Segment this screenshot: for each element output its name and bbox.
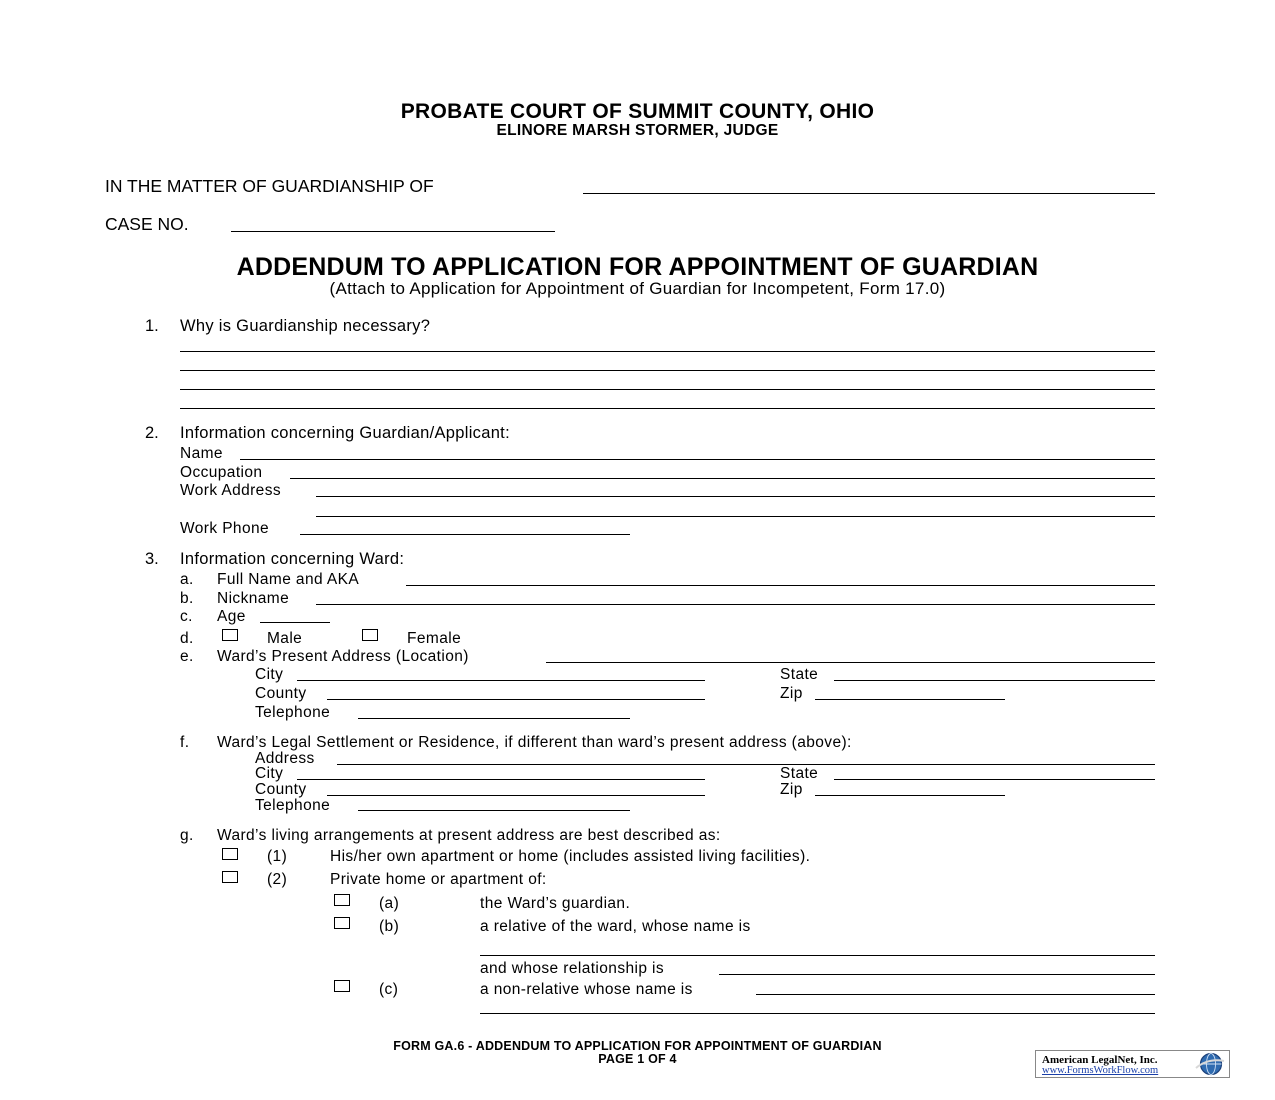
- sub-c-text: a non-relative whose name is: [480, 981, 693, 998]
- settlement-zip-label: Zip: [780, 781, 803, 798]
- q3-text: Information concerning Ward:: [180, 550, 405, 568]
- q1-answer-line[interactable]: [180, 389, 1155, 390]
- guardianship-of-label: IN THE MATTER OF GUARDIANSHIP OF: [105, 176, 434, 196]
- q3d-letter: d.: [180, 630, 194, 647]
- male-checkbox[interactable]: [222, 629, 238, 641]
- publisher-stamp: [1035, 1050, 1230, 1078]
- settlement-state-label: State: [780, 765, 819, 782]
- ward-nickname-field[interactable]: [316, 604, 1155, 605]
- q1-answer-line[interactable]: [180, 370, 1155, 371]
- footer-page: PAGE 1 OF 4: [598, 1052, 677, 1066]
- q3b-letter: b.: [180, 590, 194, 607]
- non-relative-name-field-2[interactable]: [480, 1013, 1155, 1014]
- sub-b-text: a relative of the ward, whose name is: [480, 918, 751, 935]
- ward-telephone-field[interactable]: [358, 718, 630, 719]
- ward-present-address-field[interactable]: [546, 662, 1155, 663]
- sub-a-text: the Ward’s guardian.: [480, 895, 631, 912]
- private-home-checkbox[interactable]: [222, 871, 238, 883]
- q3a-letter: a.: [180, 571, 194, 588]
- footer-form-id: FORM GA.6 - ADDENDUM TO APPLICATION FOR APPOINTMENT OF GUARDIAN: [393, 1039, 882, 1053]
- q3e-letter: e.: [180, 648, 194, 665]
- form-subtitle: (Attach to Application for Appointment of Guardian for Incompetent, Form 17.0): [329, 279, 946, 298]
- option-2-number: (2): [267, 871, 288, 888]
- ward-age-label: Age: [217, 608, 246, 625]
- settlement-telephone-field[interactable]: [358, 810, 630, 811]
- ward-county-label: County: [255, 685, 307, 702]
- settlement-county-label: County: [255, 781, 307, 798]
- ward-state-label: State: [780, 666, 819, 683]
- ward-city-label: City: [255, 666, 284, 683]
- option-2-text: Private home or apartment of:: [330, 871, 547, 888]
- guardian-occupation-label: Occupation: [180, 464, 263, 481]
- ward-present-address-label: Ward’s Present Address (Location): [217, 648, 469, 665]
- ward-city-field[interactable]: [297, 680, 705, 681]
- female-checkbox[interactable]: [362, 629, 378, 641]
- publisher-name: American LegalNet, Inc.: [1042, 1054, 1158, 1066]
- q2-text: Information concerning Guardian/Applicant:: [180, 424, 510, 442]
- female-label: Female: [407, 630, 462, 647]
- q2-number: 2.: [145, 424, 159, 442]
- publisher-url[interactable]: www.FormsWorkFlow.com: [1042, 1065, 1159, 1076]
- option-1-text: His/her own apartment or home (includes assisted living facilities).: [330, 848, 811, 865]
- q3-number: 3.: [145, 550, 159, 568]
- guardian-work-address-field-2[interactable]: [316, 516, 1155, 517]
- settlement-county-field[interactable]: [327, 795, 705, 796]
- sub-a-number: (a): [379, 895, 400, 912]
- ward-county-field[interactable]: [327, 699, 705, 700]
- settlement-telephone-label: Telephone: [255, 797, 331, 814]
- guardian-name-label: Name: [180, 445, 223, 462]
- q1-answer-line[interactable]: [180, 408, 1155, 409]
- ward-full-name-field[interactable]: [406, 585, 1155, 586]
- q3c-letter: c.: [180, 608, 193, 625]
- q1-answer-line[interactable]: [180, 351, 1155, 352]
- ward-telephone-label: Telephone: [255, 704, 331, 721]
- ward-zip-field[interactable]: [815, 699, 1005, 700]
- non-relative-name-field[interactable]: [756, 994, 1155, 995]
- sub-b-number: (b): [379, 918, 400, 935]
- settlement-city-label: City: [255, 765, 284, 782]
- guardian-name-field[interactable]: [240, 459, 1155, 460]
- ward-state-field[interactable]: [834, 680, 1155, 681]
- form-title: ADDENDUM TO APPLICATION FOR APPOINTMENT OF GUARDIAN: [236, 253, 1039, 281]
- globe-logo-icon: [1194, 1052, 1226, 1076]
- ward-guardian-checkbox[interactable]: [334, 894, 350, 906]
- ward-zip-label: Zip: [780, 685, 803, 702]
- non-relative-checkbox[interactable]: [334, 980, 350, 992]
- court-name: PROBATE COURT OF SUMMIT COUNTY, OHIO: [400, 100, 875, 123]
- settlement-city-field[interactable]: [297, 779, 705, 780]
- guardian-work-address-field[interactable]: [316, 496, 1155, 497]
- ward-nickname-label: Nickname: [217, 590, 290, 607]
- legal-settlement-label: Ward’s Legal Settlement or Residence, if different than ward’s present address (above):: [217, 734, 852, 751]
- relative-name-field[interactable]: [480, 955, 1155, 956]
- case-no-field[interactable]: [231, 231, 555, 232]
- option-1-number: (1): [267, 848, 288, 865]
- guardian-work-address-label: Work Address: [180, 482, 281, 499]
- sub-c-number: (c): [379, 981, 399, 998]
- guardianship-of-field[interactable]: [583, 193, 1155, 194]
- q1-number: 1.: [145, 317, 159, 335]
- q3f-letter: f.: [180, 734, 190, 751]
- ward-age-field[interactable]: [260, 622, 330, 623]
- male-label: Male: [267, 630, 303, 647]
- settlement-address-field[interactable]: [337, 764, 1155, 765]
- q3g-letter: g.: [180, 827, 194, 844]
- own-home-checkbox[interactable]: [222, 848, 238, 860]
- settlement-state-field[interactable]: [834, 779, 1155, 780]
- settlement-address-label: Address: [255, 750, 315, 767]
- q1-text: Why is Guardianship necessary?: [180, 317, 431, 335]
- relative-checkbox[interactable]: [334, 917, 350, 929]
- guardian-work-phone-field[interactable]: [300, 534, 630, 535]
- guardian-occupation-field[interactable]: [290, 478, 1155, 479]
- judge-name: ELINORE MARSH STORMER, JUDGE: [496, 122, 779, 139]
- relationship-field[interactable]: [719, 974, 1155, 975]
- ward-full-name-label: Full Name and AKA: [217, 571, 360, 588]
- relationship-label: and whose relationship is: [480, 960, 665, 977]
- case-no-label: CASE NO.: [105, 214, 189, 234]
- guardian-work-phone-label: Work Phone: [180, 520, 270, 537]
- living-arrangements-label: Ward’s living arrangements at present address are best described as:: [217, 827, 721, 844]
- settlement-zip-field[interactable]: [815, 795, 1005, 796]
